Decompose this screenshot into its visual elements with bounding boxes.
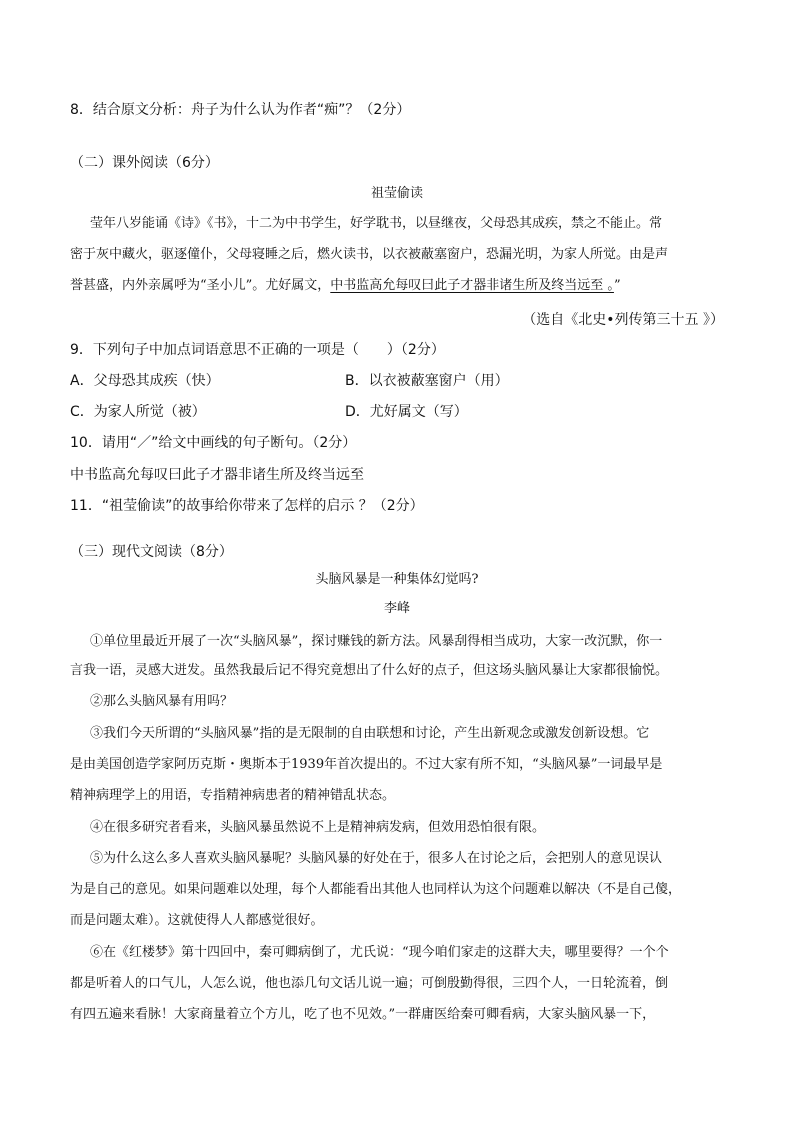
article-line: ④在很多研究者看来，头脑风暴虽然说不上是精神病发病，但效用恐怕很有限。 [90,820,546,835]
passage-line: 莹年八岁能诵《诗》《书》，十二为中书学生，好学耽书，以昼继夜，父母恐其成疾，禁之不能止。常 [90,216,663,231]
article-line: ⑤为什么这么多人喜欢头脑风暴呢？头脑风暴的好处在于，很多人在讨论之后，会把别人的意见误认 [90,851,663,866]
article-line: 都是听着人的口气儿，人怎么说，他也添几句文话儿说一遍；可倒殷勤得很，三四个人，一日轮流着，倒 [70,976,669,991]
question-8: 8．结合原文分析：舟子为什么认为作者“痴”？（2分） [70,102,411,118]
article-line: 为是自己的意见。如果问题难以处理，每个人都能看出其他人也同样认为这个问题难以解决（不是自己傻， [70,882,682,897]
passage-text: 誉甚盛，内外亲属呼为“圣小儿”。尤好属文， [70,278,331,293]
option-a: A．父母恐其成疾（快） [70,373,220,389]
passage-source: （选自《北史•列传第三十五 》） [522,312,724,328]
question-11: 11．“祖莹偷读”的故事给你带来了怎样的启示 ？（2分） [70,498,424,514]
article-line: 是由美国创造学家阿历克斯・奥斯本于1939年首次提出的。不过大家有所不知，“头脑风暴”一词最早是 [70,757,663,772]
option-b: B．以衣被蔽塞窗户（用） [345,373,509,389]
article-line: ③我们今天所谓的“头脑风暴”指的是无限制的自由联想和讨论，产生出新观念或激发创新设想。它 [90,726,650,741]
article-line: ⑥在《红楼梦》第十四回中，秦可卿病倒了，尤氏说：“现今咱们家走的这群大夫，哪里要得？一个个 [90,945,669,960]
section-2-heading: （二）课外阅读（6分） [70,155,219,171]
option-c: C．为家人所觉（被） [70,404,206,420]
article-title: 头脑风暴是一种集体幻觉吗? [315,572,479,587]
article-line: 言我一语，灵感大迸发。虽然我最后记不得究竟想出了什么好的点子，但这场头脑风暴让大家都很愉悦。 [70,663,669,678]
article-author: 李峰 [383,601,410,616]
passage-title-zuying: 祖莹偷读 [370,186,423,201]
option-d: D．尤好属文（写） [345,404,468,420]
question-9-stem: 9．下列句子中加点词语意思不正确的一项是（ ）（2分） [70,342,445,358]
article-line: 有四五遍来看脉！大家商量着立个方儿，吃了也不见效。”一群庸医给秦可卿看病，大家头脑风暴一下， [70,1007,656,1022]
article-line: ①单位里最近开展了一次“头脑风暴”，探讨赚钱的新方法。风暴刮得相当成功，大家一改沉默，你一 [90,634,663,649]
question-10-stem: 10．请用“／”给文中画线的句子断句。（2分） [70,435,357,451]
section-3-heading: （三）现代文阅读（8分） [70,544,233,560]
article-line: 精神病理学上的用语，专指精神病患者的精神错乱状态。 [70,788,396,803]
article-line: 而是问题太难）。这就使得人人都感觉很好。 [70,913,324,928]
article-line: ②那么头脑风暴有用吗？ [90,694,234,709]
passage-line [70,276,621,296]
question-10-sentence: 中书监高允每叹曰此子才器非诸生所及终当远至 [70,467,364,483]
closing-quote: ” [613,278,621,293]
passage-line: 密于灰中藏火，驱逐僮仆，父母寝睡之后，燃火读书，以衣被蔽塞窗户，恐漏光明，为家人所觉。由是声 [70,247,669,262]
underlined-sentence: 中书监高允每叹曰此子才器非诸生所及终当远至 。 [330,278,614,293]
